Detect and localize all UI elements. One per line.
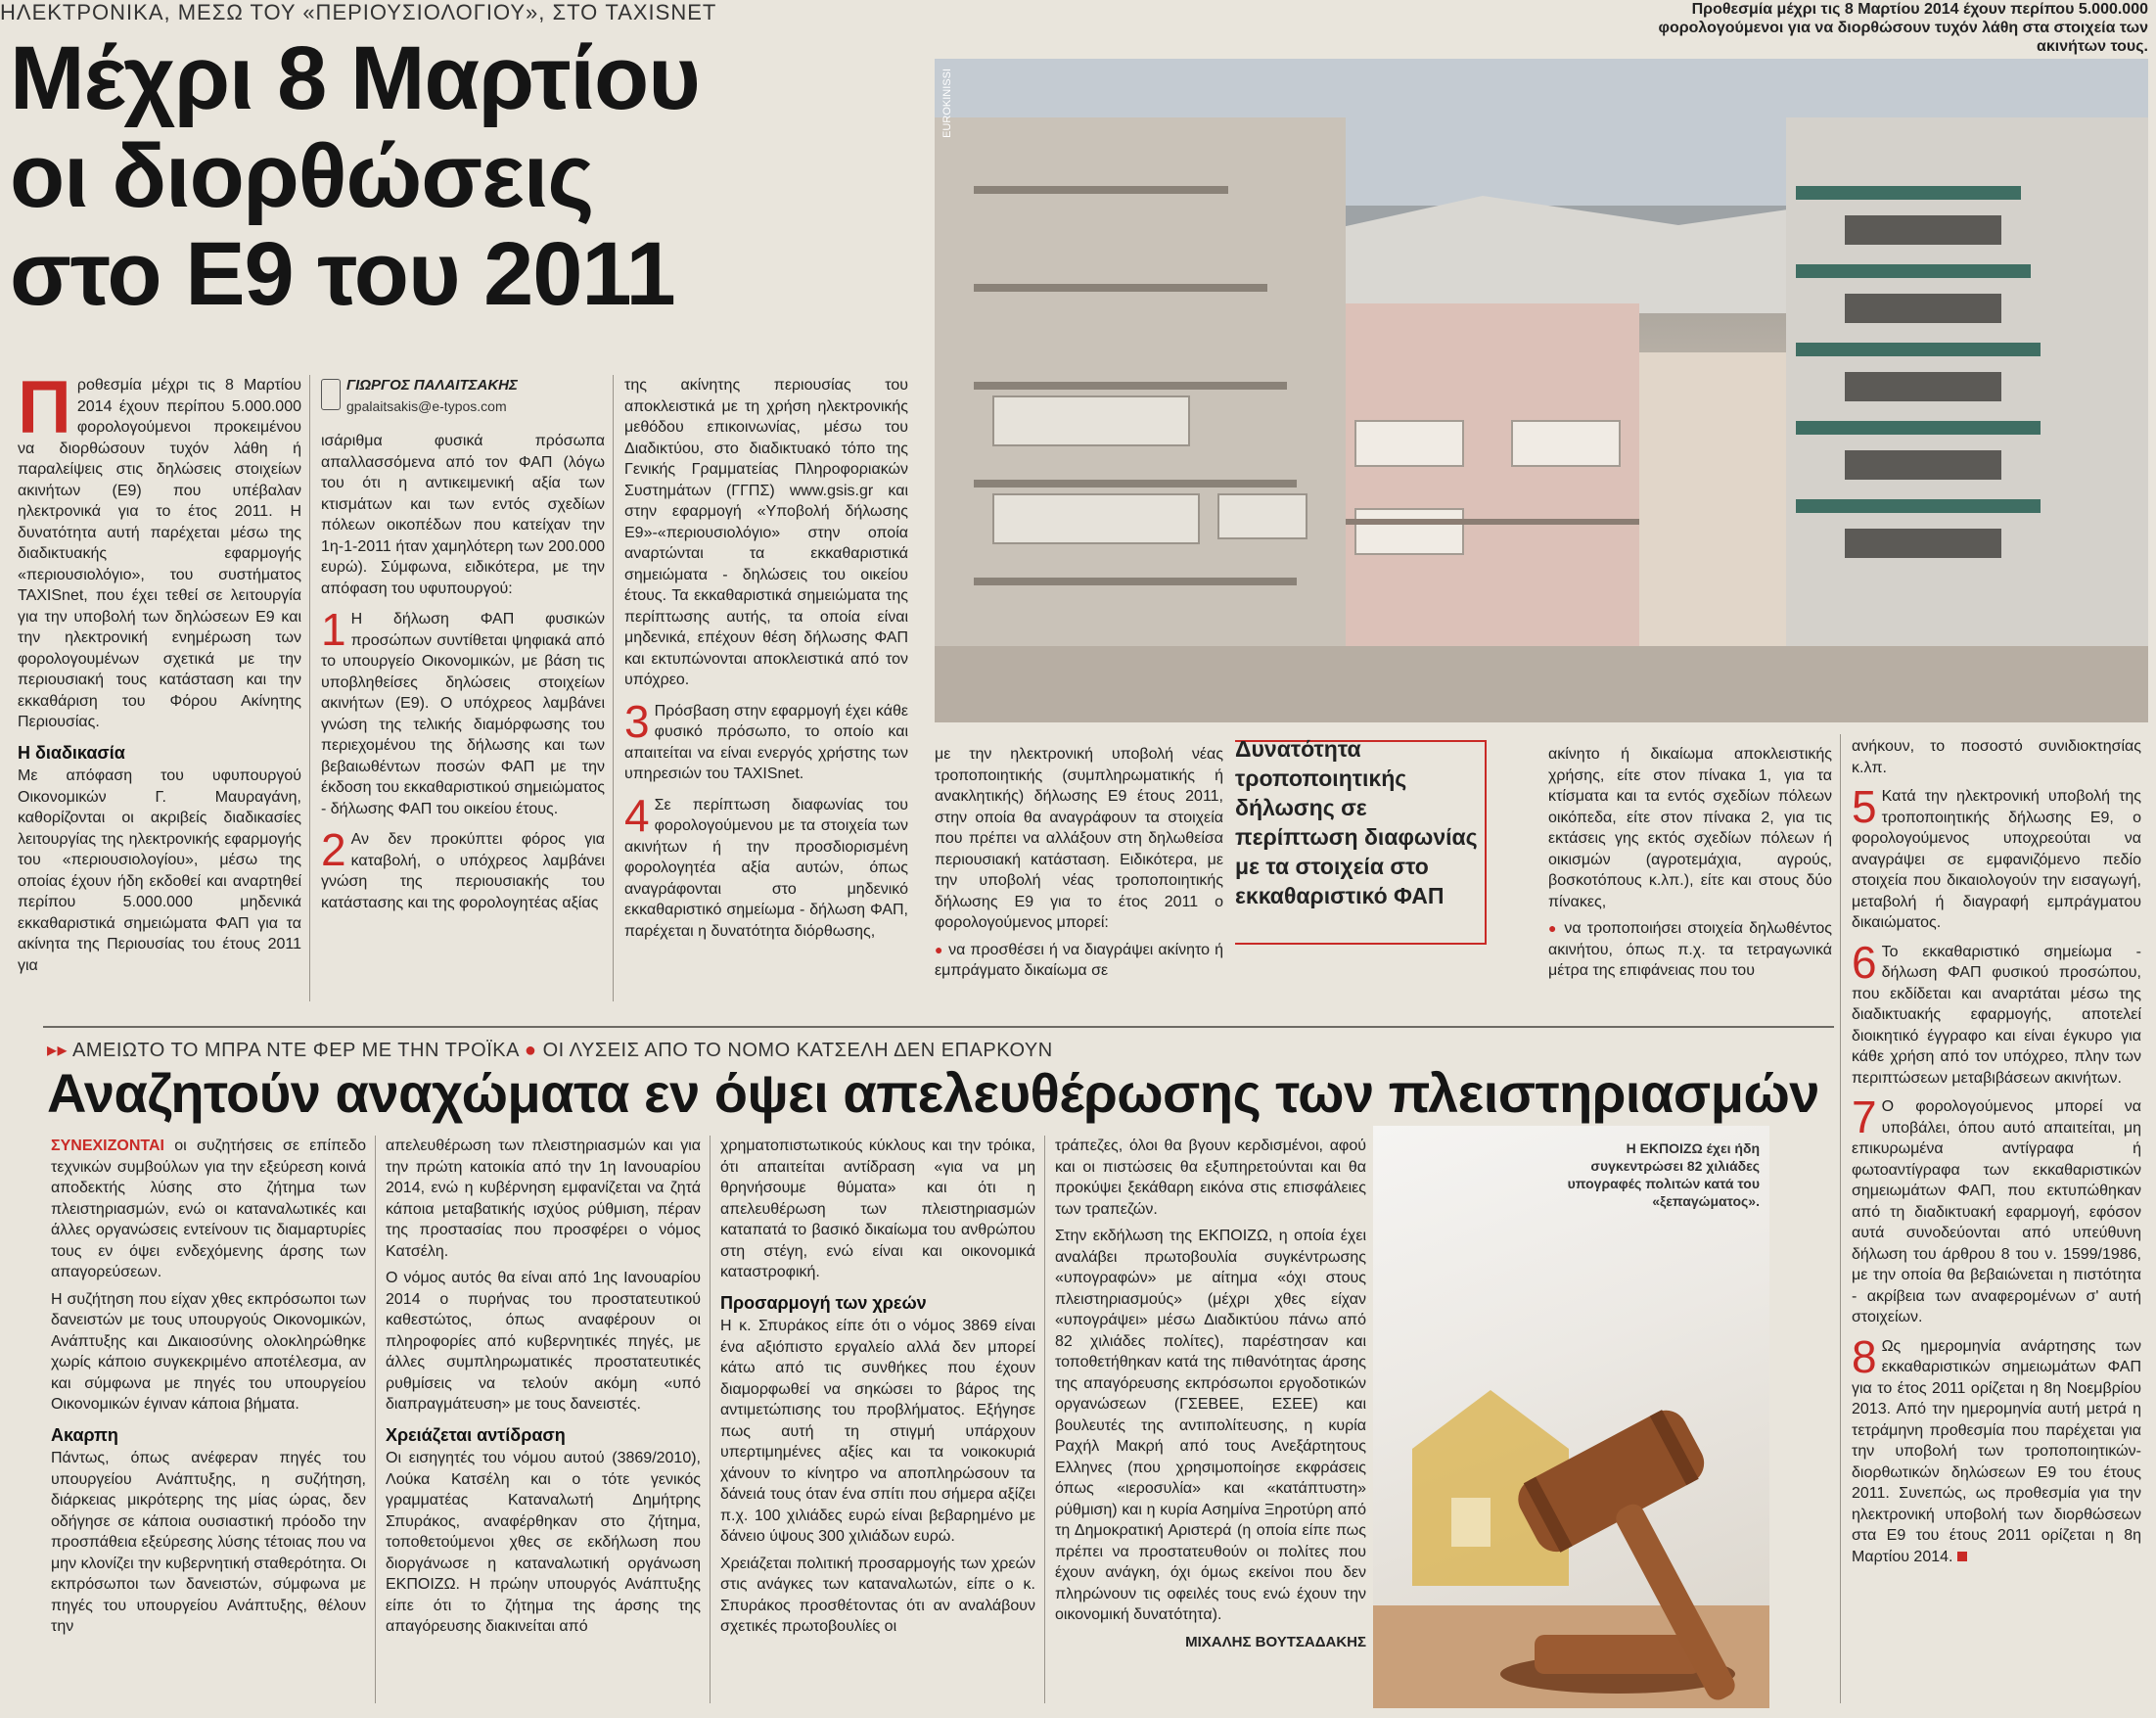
article-column-3 [624, 375, 908, 948]
section-heading: Προσαρμογή των χρεών [720, 1292, 927, 1313]
step-text: Ως ημερομηνία ανάρτησης των εκκαθαριστικών σημειωμάτων ΦΑΠ για το έτος 2011 ορίζεται η 8η Νοεμβρίου 2013. Από την ημερομηνία αυτή μετρά η τετράμηνη προθεσμία που παρέχεται για την υποβολή των τροποποιητικών-διορθωτικών δηλώσεων Ε9 του έτους 2011. Συνεπώς, ως προθεσμία για την ηλεκτρονική υποβολή των διορθώσεων στα Ε9 του έτους 2011 ορίζεται η 8η Μαρτίου 2014. [1852, 1337, 2141, 1565]
bullet-text: να προσθέσει ή να διαγράψει ακίνητο ή εμπράγματο δικαίωμα σε [935, 941, 1223, 979]
step-number: 5 [1852, 781, 1877, 832]
article-column-6 [1852, 736, 2141, 1573]
paragraph: ακίνητο ή δικαίωμα αποκλειστικής χρήσης, είτε στον πίνακα 1, για τα κτίσματα και τα εντός σχεδίων πόλεων οικόπεδα, είτε στον πίνακα 2, για τις εκτάσεις γης εκτός σχεδίων πόλεων ή οικισμών (αγροτεμάχια, αγρούς, βοσκοτόπους κ.λπ.), είτε και στους δύο πίνακες, [1548, 746, 1832, 910]
kicker-part-2: ΟΙ ΛΥΣΕΙΣ ΑΠΟ ΤΟ ΝΟΜΟ ΚΑΤΣΕΛΗ ΔΕΝ ΕΠΑΡΚΟΥΝ [542, 1040, 1053, 1061]
paragraph: Με απόφαση του υφυπουργού Οικονομικών Γ. Μαυραγάνη, καθορίζονται οι ακριβείς διαδικασίες λειτουργίας της ηλεκτρονικής εφαρμογής του «περιουσιολογίου», μέσω της οποίας έχουν ήδη εκδοθεί και αναρτηθεί περίπου 5.000.000 μηδενικά εκκαθαριστικά σημειώματα ΦΑΠ για τα ακίνητα της Περιουσίας του έτους 2011 για [18, 767, 301, 974]
step-text: Η δήλωση ΦΑΠ φυσικών προσώπων συντίθεται ψηφιακά από το υπουργείο Οικονομικών, με βάση τις υποβληθείσες δηλώσεις στοιχείων ακινήτων (Ε9). Ο υπόχρεος λαμβάνει γνώση της τελικής διαμόρφωσης του περιεχομένου της δήλωσης και των βεβαιωθέντων ποσών ΦΑΠ με την έκδοση του εκκαθαριστικού σημειώματος - δήλωσης ΦΑΠ του οικείου έτους. [321, 611, 605, 817]
section-divider [43, 1026, 1834, 1028]
byline [321, 375, 605, 417]
paragraph: απελευθέρωση των πλειστηριασμών και για την πρώτη κατοικία από την 1η Ιανουαρίου 2014, ενώ η κυβέρνηση εμφανίζεται να ζητά κάποια μεταβατικής ισχύος ρύθμιση, πέραν της προστασίας που προσφέρει ο νόμος Κατσέλη. [386, 1138, 701, 1260]
section-heading: Η διαδικασία [18, 742, 125, 763]
step-text: Το εκκαθαριστικό σημείωμα - δήλωση ΦΑΠ φυσικού προσώπου, που εκδίδεται και αναρτάται μέσω της διαδικτυακής εφαρμογής, αποτελεί διοικητικό έγγραφο και είναι έγκυρο για κάθε χρήση από τον υπόχρεο, πλην των περιπτώσεων μεταβιβάσεων ακινήτων. [1852, 943, 2141, 1087]
step-text: Ο φορολογούμενος μπορεί να υποβάλει, όπου αυτό απαιτείται, μη επικυρωμένα αντίγραφα ή φωτοαντίγραφα των εκκαθαριστικών σημειωμάτων ΦΑΠ, που εκτυπώθηκαν από τη διαδικτυακή εφαρμογή, εφόσον αυτά συνοδεύονται από υπεύθυνη δήλωση του άρθρου 8 του ν. 1599/1986, με την οποία θα βεβαιώνεται η πιστότητα - ακρίβεια των αναφερομένων σ' αυτή στοιχείων. [1852, 1098, 2141, 1325]
photo-credit: EUROKINISSI [941, 69, 953, 138]
step-text: Σε περίπτωση διαφωνίας του φορολογούμενου με τα στοιχεία των ακινήτων ή την προσδιορισμένη φορολογητέα αξία αυτών, όπως αναγράφονται στο μηδενικό εκκαθαριστικό σημείωμα - δήλωση ΦΑΠ, παρέχεται η δυνατότητα διόρθωσης, [624, 796, 908, 940]
article-headline: Μέχρι 8 Μαρτίου οι διορθώσεις στο Ε9 του 2011 [10, 28, 700, 324]
paragraph: χρηματοπιστωτικούς κύκλους και την τρόικα, ότι απαιτείται αντίδραση «για να μη θρηνήσουμε θύματα» και ότι η απελευθέρωση των πλειστηριασμών καταπατά το βασικό δικαίωμα του ανθρώπου στη στέγη, ενώ είναι και οικονομικά καταστροφική. [720, 1138, 1035, 1280]
drop-cap: Π [18, 366, 71, 449]
bullet-icon: ● [1548, 920, 1559, 936]
step-number: 2 [321, 824, 346, 875]
paragraph: Χρειάζεται πολιτική προσαρμογής των χρεών στις ανάγκες των καταναλωτών, είπε ο κ. Σπυράκος προσθέτοντας ότι αν αναλάβουν σχετικές πρωτοβουλίες οι [720, 1555, 1035, 1635]
step-number: 1 [321, 604, 346, 655]
article2-signature: ΜΙΧΑΛΗΣ ΒΟΥΤΣΑΔΑΚΗΣ [1185, 1633, 1366, 1650]
gavel-photo-caption: Η ΕΚΠΟΙΖΩ έχει ήδη συγκεντρώσει 82 χιλιάδες υπογραφές πολιτών κατά του «ξεπαγώματος». [1567, 1140, 1760, 1209]
step-text: Κατά την ηλεκτρονική υποβολή της τροποποιητικής δήλωσης Ε9, ο φορολογούμενος υποχρεούται να αναγράψει σε εμφανιζόμενο πεδίο στοιχεία που δικαιολογούν την εισαγωγή, μεταβολή ή διαγραφή εμπράγματου δικαιώματος. [1852, 788, 2141, 931]
paragraph: της ακίνητης περιουσίας του αποκλειστικά με τη χρήση ηλεκτρονικής μεθόδου επικοινωνίας, μέσω του Διαδικτύου, στο διαδικτυακό τόπο της Γενικής Γραμματείας Πληροφοριακών Συστημάτων (ΓΓΠΣ) www.gsis.gr και στην εφαρμογή «Υποβολή δήλωσης Ε9»-«περιουσιολόγιο» στην οποία αναρτώνται τα εκκαθαριστικά σημειώματα - δηλώσεις του οικείου έτους. Τα εκκαθαριστικά σημειώματα της περίπτωσης αυτής, τα οποία είναι μηδενικά, επέχουν θέση δήλωσης ΦΑΠ και εκτυπώνονται αποκλειστικά από τον υπόχρεο. [624, 377, 908, 688]
article2-column-3 [720, 1136, 1035, 1644]
paragraph: Πάντως, όπως ανέφεραν πηγές του υπουργείου Ανάπτυξης, η συζήτηση, διάρκειας μικρότερης της μίας ώρας, δεν οδήγησε σε κάποια ουσιαστική πρόοδο την προσπάθεια εξεύρεσης λύσης τέτοιας που να μην κλονίζει την κυβερνητική σταθερότητα. Οι εκπρόσωποι των δανειστών, σύμφωνα με πηγές του υπουργείου Ανάπτυξης, θέλουν την [51, 1450, 366, 1635]
article2-column-2 [386, 1136, 701, 1644]
article2-column-1 [51, 1136, 366, 1644]
paragraph: με την ηλεκτρονική υποβολή νέας τροποποιητικής (συμπληρωματικής ή ανακλητικής) δήλωσης Ε9 έτους 2011, στην οποία θα αναγράφουν τα στοιχεία που πρέπει να αλλάξουν στη δηλωθείσα περιουσιακή κατάσταση. Ειδικότερα, με την υποβολή νέας τροποποιητικής δήλωσης Ε9 για το έτος 2011 ο φορολογούμενος μπορεί: [935, 746, 1223, 931]
step-number: 4 [624, 789, 650, 841]
article-column-4 [935, 744, 1223, 988]
paragraph: ανήκουν, το ποσοστό συνιδιοκτησίας κ.λπ. [1852, 738, 2141, 776]
column-divider [613, 375, 614, 1001]
bullet-text: να τροποποιήσει στοιχεία δηλωθέντος ακινήτου, όπως π.χ. τα τετραγωνικά μέτρα της επιφάνειας που του [1548, 920, 1832, 979]
step-number: 8 [1852, 1330, 1877, 1382]
column-divider [710, 1136, 711, 1703]
city-buildings-photo [935, 59, 2148, 722]
gavel-photo [1373, 1126, 1769, 1708]
photo-caption: Προθεσμία μέχρι τις 8 Μαρτίου 2014 έχουν περίπου 5.000.000 φορολογούμενοι για να διορθώσουν τυχόν λάθη στα στοιχεία των ακινήτων τους. [1658, 1, 2148, 55]
arrow-icon: ▸▸ [47, 1040, 69, 1061]
column-divider [375, 1136, 376, 1703]
step-text: Πρόσβαση στην εφαρμογή έχει κάθε φυσικό πρόσωπο, το οποίο και απαιτείται να είναι ενεργός χρήστης των υπηρεσιών του TAXISnet. [624, 702, 908, 782]
article-column-2 [321, 375, 605, 919]
article2-column-4 [1055, 1136, 1366, 1652]
end-mark [1957, 1552, 1967, 1561]
article-column-1 [18, 366, 301, 982]
lead-word: ΣΥΝΕΧΙΖΟΝΤΑΙ [51, 1138, 164, 1154]
article2-headline: Αναζητούν αναχώματα εν όψει απελευθέρωσης των πλειστηριασμών [47, 1062, 1819, 1124]
paragraph: Στην εκδήλωση της ΕΚΠΟΙΖΩ, η οποία έχει αναλάβει πρωτοβουλία συγκέντρωσης «υπογραφών» με αίτημα «όχι στους πλειστηριασμούς» (μέχρι χθες είχαν «υπογράψει» μέσω Διαδικτύου πάνω από 82 χιλιάδες πολίτες), παρέστησαν και τοποθετήθηκαν κατά της πιθανότητας άρσης της απαγόρευσης εκπρόσωποι εργοδοτικών οργανώσεων (ΓΣΕΒΕΕ, ΕΣΕΕ) και βουλευτές της αντιπολίτευσης, η κυρία Ραχήλ Μακρή από τους Ανεξάρτητους Ελληνες (που χρησιμοποίησε εκφράσεις όπως «ιεροσυλία» και «κατάπτυστη» ρύθμιση) και η κυρία Ασημίνα Ξηροτύρη από τη Δημοκρατική Αριστερά (η οποία είπε πως πρέπει να προστατευθούν οι πολίτες που έχουν ανάγκη, όχι όμως εκείνοι που δεν πληρώνουν τις οφειλές τους ενώ έχουν την οικονομική δυνατότητα). [1055, 1228, 1366, 1623]
paragraph: Ο νόμος αυτός θα είναι από 1ης Ιανουαρίου 2014 ο πυρήνας του προστατευτικού καθεστώτος, όπως αναφέρουν οι πληροφορίες από κυβερνητικές πηγές, με άλλες συμπληρωματικές προστατευτικές ρυθμίσεις να τελούν ακόμη «υπό διαπραγμάτευση» με τους δανειστές. [386, 1270, 701, 1413]
buildings-illustration [935, 59, 2148, 722]
step-number: 6 [1852, 936, 1877, 988]
paragraph: οι συζητήσεις σε επίπεδο τεχνικών συμβούλων για την εξεύρεση κοινά αποδεκτής λύσης στο ζήτημα των πλειστηριασμών, ενώ οι καταναλωτικές και άλλες οργανώσεις εντείνουν τις διαμαρτυρίες τους εν όψει ενδεχόμενης άρσης των απαγορεύσεων. [51, 1138, 366, 1280]
pullquote: Δυνατότητα τροποποιητικής δήλωσης σε περίπτωση διαφωνίας με τα στοιχεία στο εκκαθαριστικό ΦΑΠ [1235, 736, 1478, 908]
pencil-icon [321, 379, 341, 410]
paragraph: Η συζήτηση που είχαν χθες εκπρόσωποι των δανειστών με τους υπουργούς Οικονομικών, Ανάπτυξης και Δικαιοσύνης ολοκληρώθηκε χωρίς κάποιο συγκεκριμένο αποτέλεσμα, αν και σύμφωνα με πηγές του υπουργείου Οικονομικών έγιναν κάποια βήματα. [51, 1290, 366, 1413]
article-kicker: ΗΛΕΚΤΡΟΝΙΚΑ, ΜΕΣΩ ΤΟΥ «ΠΕΡΙΟΥΣΙΟΛΟΓΙΟΥ», ΣΤΟ TAXISNET [0, 0, 717, 24]
bullet-icon: ● [935, 941, 944, 957]
column-divider [309, 375, 310, 1001]
intro-text: ροθεσμία μέχρι τις 8 Μαρτίου 2014 έχουν περίπου 5.000.000 φορολογούμενοι προκειμένου να διορθώσουν τυχόν λάθη ή παραλείψεις στις δηλώσεις στοιχείων ακινήτων (Ε9) που υπέβαλαν ηλεκτρονικά για το έτος 2011. Η δυνατότητα αυτή παρέχεται μέσω της διαδικτυακής εφαρμογής «περιουσιολόγιο», του συστήματος TAXISnet, που έχει τεθεί σε λειτουργία για την υποβολή των δηλώσεων Ε9 και την ηλεκτρονική ενημέρωση των φορολογουμένων σχετικά με την περιουσιακή τους κατάσταση και την εκκαθάριση του Φόρου Ακίνητης Περιουσίας. [18, 377, 301, 730]
section-heading: Ακαρπη [51, 1424, 118, 1445]
article2-kicker [47, 1038, 1221, 1062]
step-number: 7 [1852, 1091, 1877, 1142]
byline-name: ΓΙΩΡΓΟΣ ΠΑΛΑΙΤΣΑΚΗΣ [346, 377, 518, 394]
paragraph: τράπεζες, όλοι θα βγουν κερδισμένοι, αφού και οι πιστώσεις θα εξυπηρετούνται και θα προκύψει ξεκάθαρη εικόνα στις επισφάλειες των τραπεζών. [1055, 1138, 1366, 1218]
section-heading: Χρειάζεται αντίδραση [386, 1424, 566, 1445]
paragraph: Η κ. Σπυράκος είπε ότι ο νόμος 3869 είναι ένα αξιόπιστο εργαλείο αλλά δεν μπορεί κάτω από τις συνθήκες που έχουν διαμορφωθεί να σηκώσει το βάρος της αντιμετώπισης του προβλήματος. Εξήγησε πως αυτή τη στιγμή υπάρχουν υπερτιμημένες αξίες και τα νοικοκυριά χάνουν το κίνητρο να αποπληρώσουν τα δάνειά τους όταν ένα σπίτι που σήμερα αξίζει π.χ. 100 χιλιάδες ευρώ είναι βεβαρημένο με δάνειο ύψους 300 χιλιάδων ευρώ. [720, 1318, 1035, 1545]
paragraph: ισάριθμα φυσικά πρόσωπα απαλλασσόμενα από τον ΦΑΠ (λόγω του ότι η αντικειμενική αξία των κτισμάτων και των εντός σχεδίων πόλεων οικοπέδων που κατείχαν την 1η-1-2011 ήταν χαμηλότερη των 200.000 ευρώ). Σύμφωνα, ειδικότερα, με την απόφαση του υφυπουργού: [321, 433, 605, 597]
column-divider [1840, 734, 1841, 1703]
step-text: Αν δεν προκύπτει φόρος για καταβολή, ο υπόχρεος λαμβάνει γνώση της περιουσιακής του κατάστασης και της φορολογητέας αξίας [321, 831, 605, 911]
bullet-icon: ● [524, 1040, 537, 1061]
byline-email: gpalaitsakis@e-typos.com [346, 397, 507, 414]
column-divider [1044, 1136, 1045, 1703]
kicker-part-1: ΑΜΕΙΩΤΟ ΤΟ ΜΠΡΑ ΝΤΕ ΦΕΡ ΜΕ ΤΗΝ ΤΡΟΪΚΑ [72, 1040, 519, 1061]
paragraph: Οι εισηγητές του νόμου αυτού (3869/2010), Λούκα Κατσέλη και ο τότε γενικός γραμματέας Καταναλωτή Δημήτρης Σπυράκος, αναφέρθηκαν στο ζήτημα, τοποθετούμενοι χθες σε εκδήλωση που διοργάνωσε η καταναλωτική οργάνωση ΕΚΠΟΙΖΩ. Η πρώην υπουργός Ανάπτυξης είπε ότι το ζήτημα της άρσης της απαγόρευσης διακινείται από [386, 1450, 701, 1635]
step-number: 3 [624, 695, 650, 747]
article-column-5 [1548, 744, 1832, 988]
gavel-icon [1373, 1126, 1769, 1708]
